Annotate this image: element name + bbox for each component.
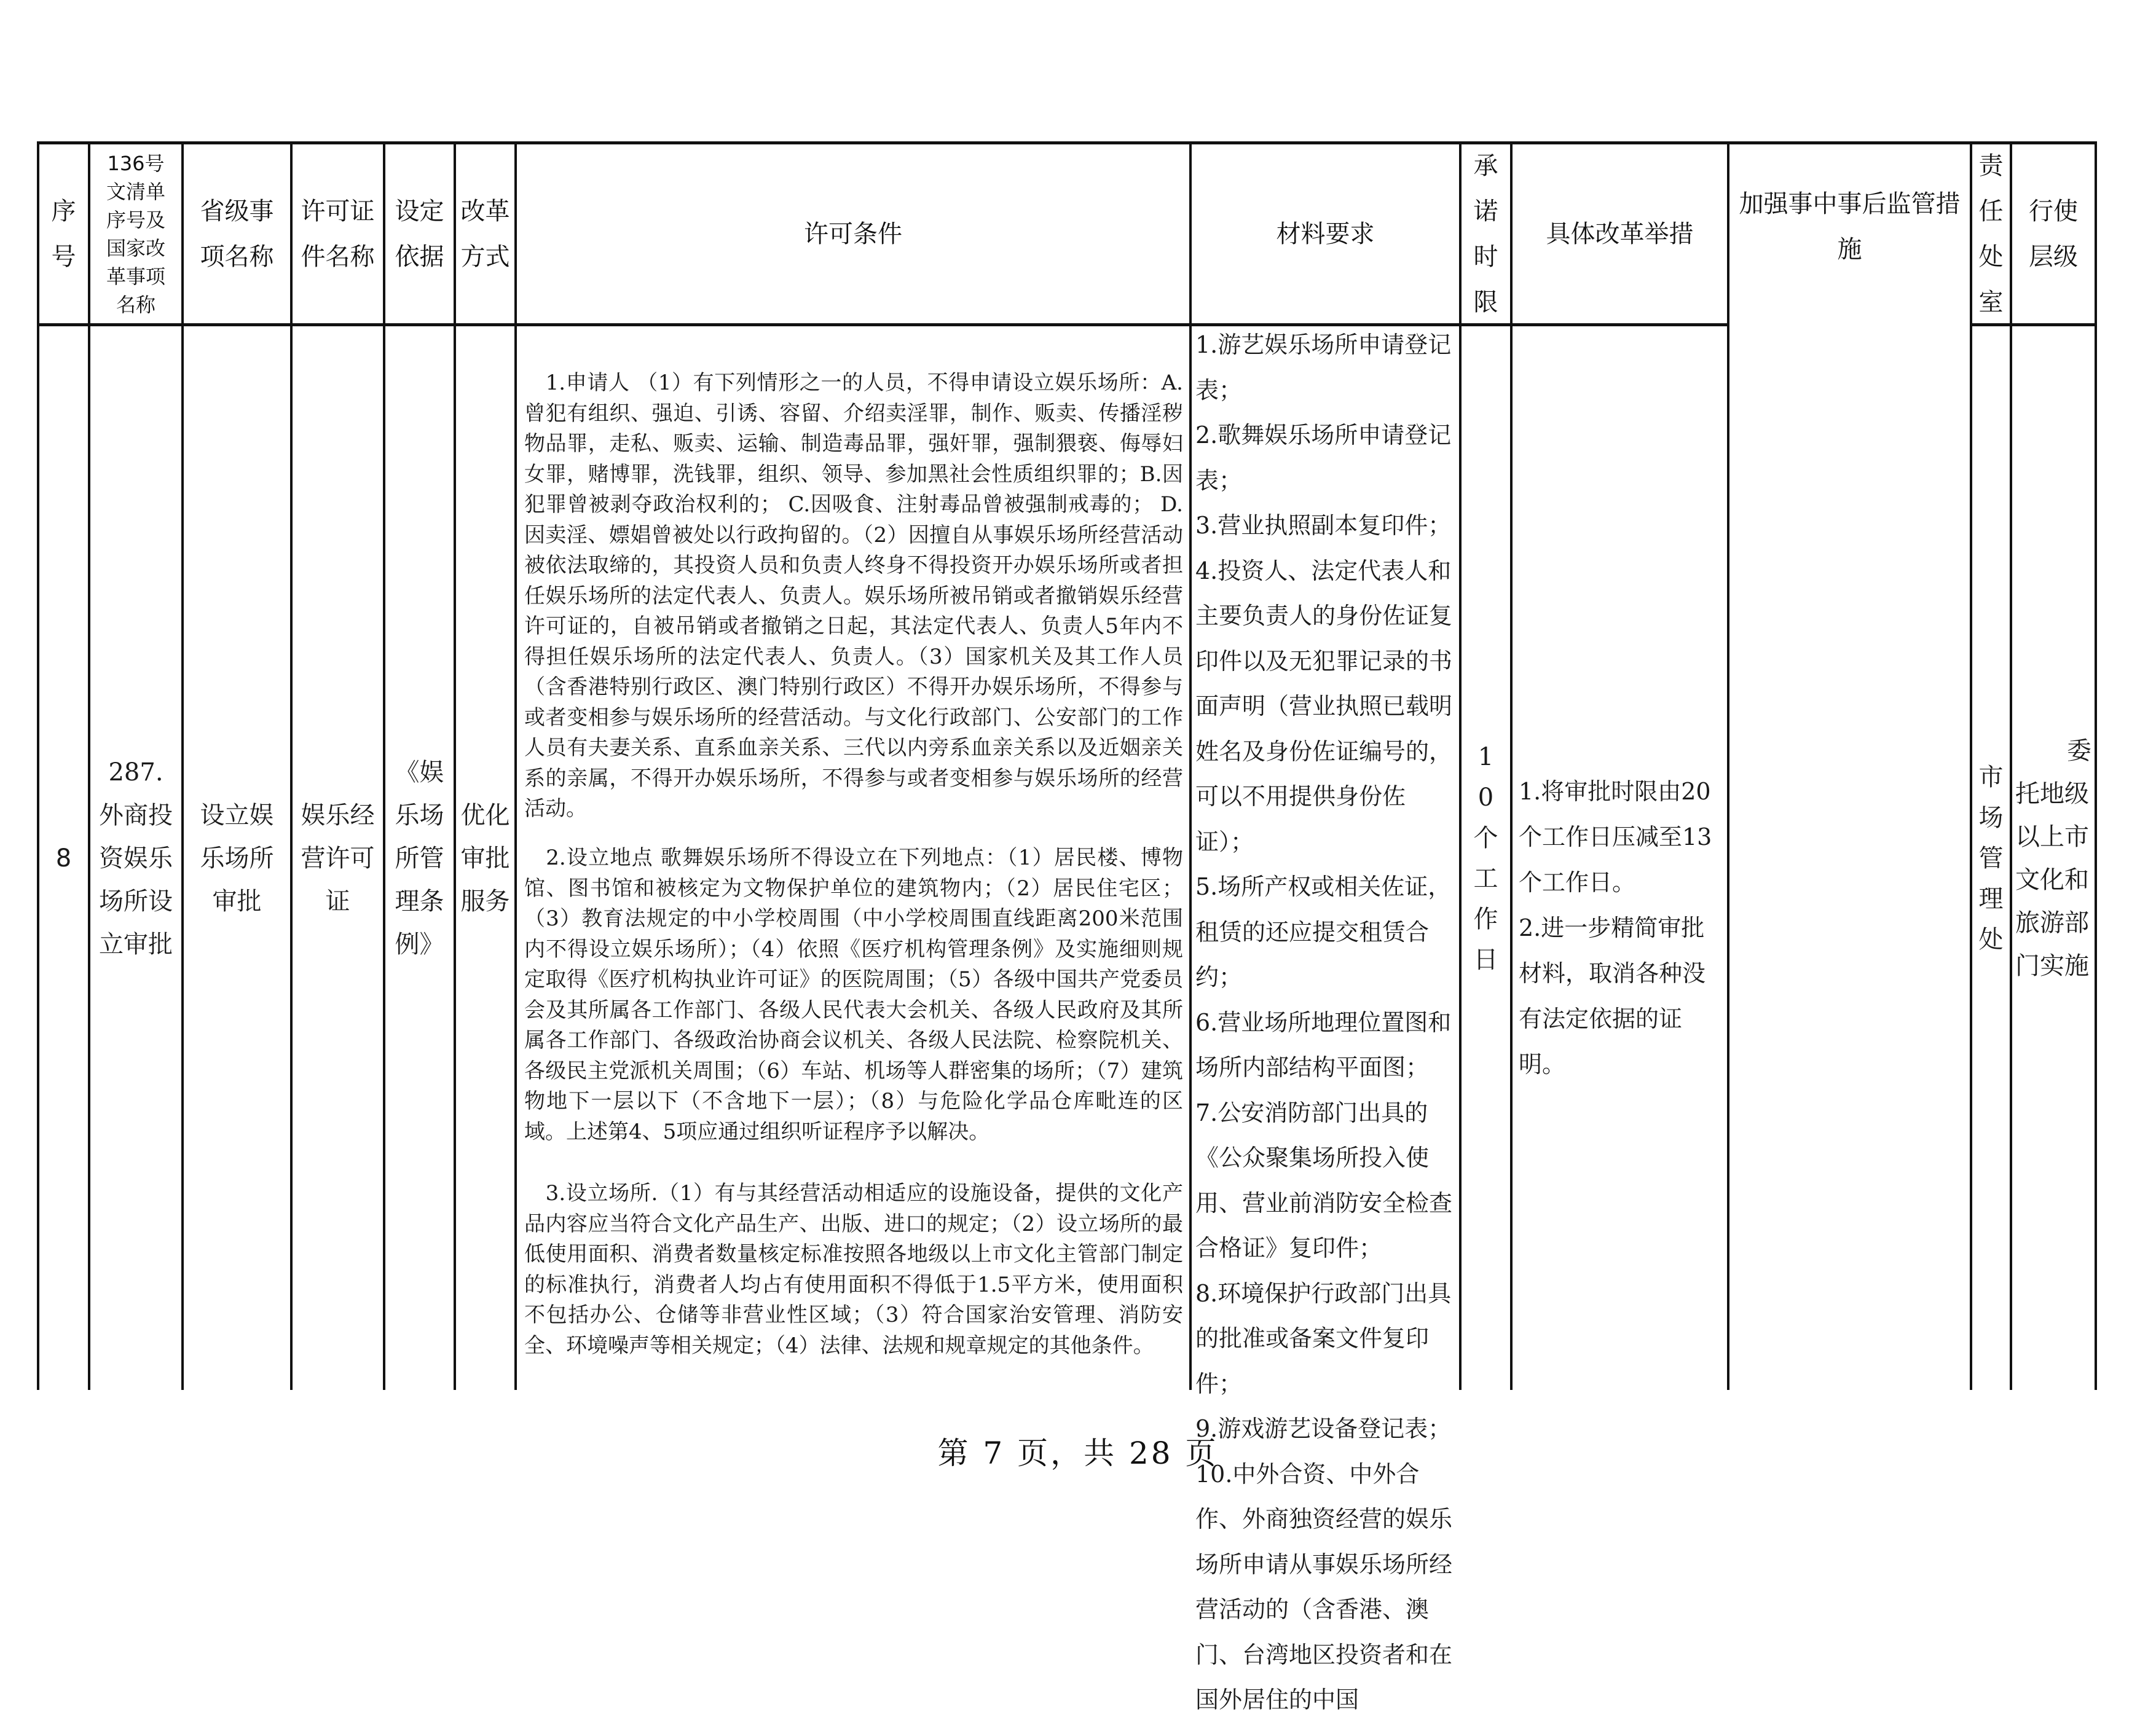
condition-applicant: 1.申请人 （1）有下列情形之一的人员，不得申请设立娱乐场所：A.曾犯有组织、强迫、引诱、容留、介绍卖淫罪，制作、贩卖、传播淫秽物品罪，走私、贩卖、运输、制造毒品罪，强奸罪，强制猥亵、侮辱妇女罪，赌博罪，洗钱罪，组织、领导、参加黑社会性质组织罪的；B.因犯罪曾被剥夺政治权利的； C.因吸食、注射毒品曾被强制戒毒的； D.因卖淫、嫖娼曾被处以行政拘留的。（2）因擅自从事娱乐场所经营活动被依法取缔的，其投资人员和负责人终身不得投资开办娱乐场所或者担任娱乐场所的法定代表人、负责人。娱乐场所被吊销或者撤销娱乐经营许可证的，自被吊销或者撤销之日起，其法定代表人、负责人5年内不得担任娱乐场所的法定代表人、负责人。（3）国家机关及其工作人员（含香港特别行政区、澳门特别行政区）不得开办娱乐场所，不得参与或者变相参与娱乐场所的经营活动。与文化行政部门、公安部门的工作人员有夫妻关系、直系血亲关系、三代以内旁系血亲关系以及近姻亲关系的亲属，不得开办娱乐场所，不得参与或者变相参与娱乐场所的经营活动。 [524, 371, 1183, 821]
cell-basis [385, 326, 454, 1390]
materials-list [1195, 323, 1457, 1723]
material-item: 6.营业场所地理位置图和场所内部结构平面图； [1195, 1008, 1452, 1081]
material-item: 4.投资人、法定代表人和主要负责人的身份佐证复印件以及无犯罪记录的书面声明（营业执照已载明姓名及身份佐证编号的，可以不用提供身份佐证）； [1195, 557, 1453, 855]
provincial-item-value: 设立娱乐场所审批 [200, 801, 274, 916]
measures-list [1519, 769, 1721, 1087]
cell-supervision [1729, 326, 1970, 1390]
seq-value: 8 [55, 844, 72, 873]
header-level-label: 行使层级 [2029, 197, 2078, 271]
header-time-limit [1462, 144, 1510, 323]
cell-reform-mode [456, 326, 514, 1390]
material-item: 7.公安消防部门出具的《公众聚集场所投入使用、营业前消防安全检查合格证》复印件； [1195, 1099, 1453, 1262]
measure-item: 1.将审批时限由20个工作日压减至13个工作日。 [1519, 778, 1712, 896]
header-materials [1192, 144, 1459, 323]
header-provincial-item-label: 省级事项名称 [200, 197, 274, 271]
basis-value: 《娱乐场所管理条例》 [395, 758, 444, 959]
header-provincial-item [184, 144, 290, 323]
material-item: 9.游戏游艺设备登记表； [1195, 1415, 1452, 1442]
cell-office [1972, 326, 2010, 1390]
cell-materials [1192, 326, 1459, 1713]
page-footer [0, 1429, 2156, 1473]
header-measures-label: 具体改革举措 [1546, 219, 1694, 248]
material-item: 10.中外合资、中外合作、外商独资经营的娱乐场所申请从事娱乐场所经营活动的（含香港、澳门、台湾地区投资者和在国外居住的中国 [1195, 1460, 1453, 1713]
cell-seq [39, 326, 88, 1390]
time-limit-value: 10个工作日 [1473, 742, 1498, 974]
header-doc136-label: 136号文清单序号及国家改革事项名称 [106, 151, 165, 316]
condition-location: 2.设立地点 歌舞娱乐场所不得设立在下列地点：（1）居民楼、博物馆、图书馆和被核定为文物保护单位的建筑物内；（2）居民住宅区；（3）教育法规定的中小学校周围（中小学校周围直线距离200米范围内不得设立娱乐场所）；（4）依照《医疗机构管理条例》及实施细则规定取得《医疗机构执业许可证》的医院周围；（5）各级中国共产党委员会及其所属各工作部门、各级人民代表大会机关、各级人民政府及其所属各工作部门、各级政治协商会议机关、各级人民法院、检察院机关、各级民主党派机关周围；（6）车站、机场等人群密集的场所；（7）建筑物地下一层以下（不含地下一层）；（8）与危险化学品仓库毗连的区域。上述第4、5项应通过组织听证程序予以解决。 [524, 846, 1183, 1144]
material-item: 5.场所产权或相关佐证，租赁的还应提交租赁合约； [1195, 873, 1452, 991]
level-value: 委托地级以上市文化和旅游部门实施 [2015, 736, 2091, 980]
header-materials-label: 材料要求 [1276, 219, 1375, 248]
cell-level [2012, 326, 2095, 1390]
cell-doc136 [90, 326, 181, 1390]
header-measures [1513, 144, 1727, 323]
material-item: 2.歌舞娱乐场所申请登记表； [1195, 422, 1452, 494]
doc136-value: 287.外商投资娱乐场所设立审批 [99, 758, 173, 959]
header-conditions-label: 许可条件 [804, 219, 902, 248]
header-level [2012, 144, 2095, 323]
header-basis [385, 144, 454, 323]
header-reform-mode-label: 改革方式 [460, 197, 510, 271]
measure-item: 2.进一步精简审批材料，取消各种没有法定依据的证明。 [1519, 914, 1706, 1078]
license-name-value: 娱乐经营许可证 [301, 801, 375, 916]
cell-provincial-item [184, 326, 290, 1390]
material-item: 8.环境保护行政部门出具的批准或备案文件复印件； [1195, 1279, 1452, 1397]
cell-measures [1513, 326, 1727, 1390]
material-item: 3.营业执照副本复印件； [1195, 512, 1452, 539]
header-office [1972, 144, 2010, 323]
material-item: 1.游艺娱乐场所申请登记表； [1195, 331, 1452, 404]
header-supervision [1729, 144, 1970, 323]
condition-premises: 3.设立场所.（1）有与其经营活动相适应的设施设备，提供的文化产品内容应当符合文化产品生产、出版、进口的规定；（2）设立场所的最低使用面积、消费者数量核定标准按照各地级以上市文化主管部门制定的标准执行，消费者人均占有使用面积不得低于1.5平方米，使用面积不包括办公、仓储等非营业性区域；（3）符合国家治安管理、消防安全、环境噪声等相关规定；（4）法律、法规和规章规定的其他条件。 [524, 1181, 1183, 1358]
page-number-text: 第 7 页，共 28 页 [937, 1435, 1219, 1471]
header-conditions [517, 144, 1189, 323]
header-seq [39, 144, 88, 323]
header-time-limit-label: 承诺时限 [1473, 151, 1498, 316]
cell-time-limit [1462, 326, 1510, 1390]
cell-conditions [517, 326, 1189, 1390]
header-doc136 [90, 144, 181, 323]
cell-license-name [293, 326, 383, 1390]
reform-mode-value: 优化审批服务 [460, 801, 510, 916]
office-value: 市场管理处 [1978, 763, 2004, 954]
header-seq-label: 序号 [51, 197, 76, 271]
header-basis-label: 设定依据 [395, 197, 444, 271]
header-supervision-label: 加强事中事后监管措施 [1739, 190, 1961, 264]
header-office-label: 责任处室 [1978, 151, 2004, 316]
header-license-name-label: 许可证件名称 [301, 197, 375, 271]
header-reform-mode [456, 144, 514, 323]
header-license-name [293, 144, 383, 323]
